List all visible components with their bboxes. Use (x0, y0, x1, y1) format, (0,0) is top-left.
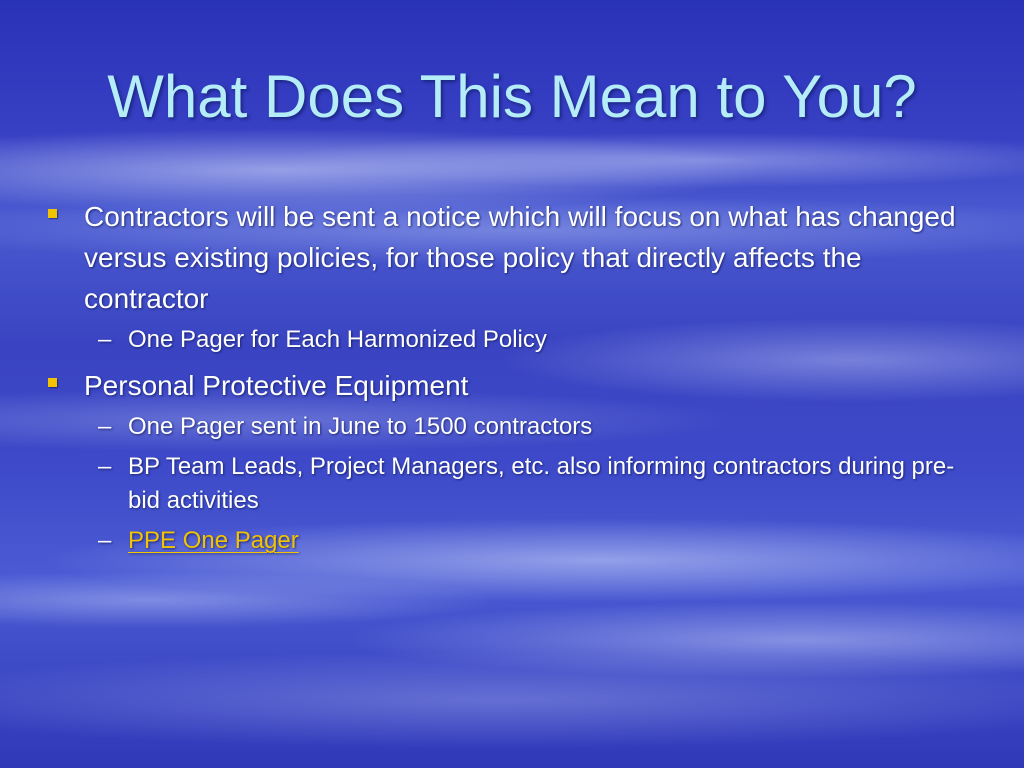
sub-bullet-text: BP Team Leads, Project Managers, etc. also informing contractors during pre-bid activities (128, 453, 955, 514)
square-bullet-icon (48, 378, 57, 387)
dash-marker: – (98, 326, 112, 353)
bullet-text: Contractors will be sent a notice which will focus on what has changed versus existing policies, for those policy that directly affects the contractor (84, 201, 956, 314)
bullet-text: Personal Protective Equipment (84, 370, 469, 401)
dash-marker: – (98, 413, 112, 440)
sub-bullet-item (44, 323, 974, 357)
sub-bullet-item (44, 410, 974, 444)
sub-bullet-item (44, 450, 974, 518)
sub-bullet-text: One Pager sent in June to 1500 contractors (128, 413, 593, 440)
dash-marker: – (98, 527, 112, 554)
dash-marker: – (98, 453, 112, 480)
slide-body (44, 196, 974, 558)
bullet-item (44, 196, 974, 319)
sub-bullet-text: One Pager for Each Harmonized Policy (128, 326, 547, 353)
square-bullet-icon (48, 209, 57, 218)
ppe-one-pager-link[interactable]: PPE One Pager (128, 527, 299, 554)
slide-title: What Does This Mean to You? (107, 63, 917, 130)
sub-bullet-item (44, 524, 974, 558)
bullet-item (44, 365, 974, 406)
